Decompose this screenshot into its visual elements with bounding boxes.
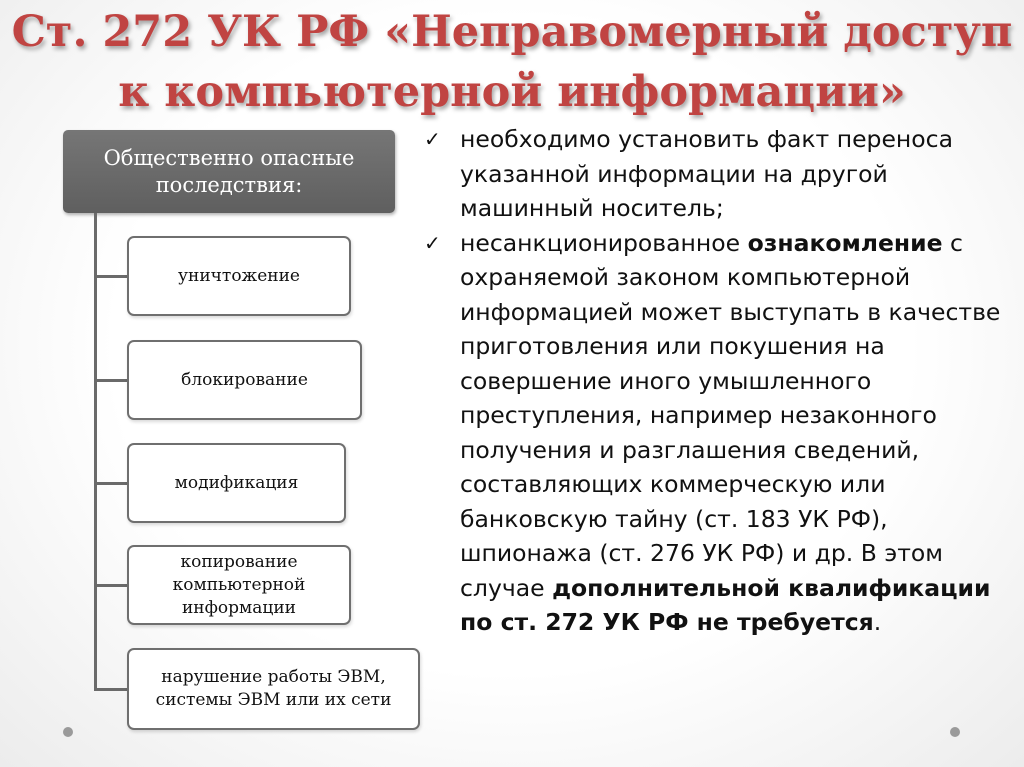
consequence-copying: копирование компьютерной информации [127, 545, 351, 625]
tree-connector [94, 379, 128, 382]
consequence-blocking: блокирование [127, 340, 362, 420]
checkmark-icon: ✓ [424, 230, 441, 255]
tree-vertical-line [94, 213, 97, 691]
checkmark-icon: ✓ [424, 127, 441, 151]
note-item [420, 122, 1020, 226]
tree-connector [94, 584, 128, 587]
note-text-part: . [873, 608, 882, 636]
note-text-part: с охраняемой законом компьютерной информацией может выступать в качестве приготовления или покушения на совершение иного умышленного преступления, например незаконного получения и разглашения сведений, составляющих коммерческую или банковскую тайну (ст. 183 УК РФ), шпионажа (ст. 276 УК РФ) и др. В этом случае [460, 228, 1001, 602]
note-item [420, 226, 1020, 640]
tree-connector [94, 482, 128, 485]
nav-next-dot[interactable] [950, 727, 960, 737]
note-text-part: несанкционированное [460, 228, 748, 257]
slide-title: Ст. 272 УК РФ «Неправомерный доступ к компьютерной информации» [11, 7, 1013, 117]
note-bold-conclusion: дополнительной квалификации по ст. 272 УК РФ не требуется [460, 573, 991, 636]
consequence-destruction: уничтожение [127, 236, 351, 316]
consequence-disruption: нарушение работы ЭВМ, системы ЭВМ или их сети [127, 648, 420, 730]
note-bold-term: ознакомление [747, 228, 943, 257]
notes-list [420, 122, 1020, 640]
diagram-head-box: Общественно опасные последствия: [63, 130, 395, 213]
tree-connector [94, 688, 128, 691]
tree-connector [94, 275, 128, 278]
note-text: необходимо установить факт переноса указанной информации на другой машинный носитель; [460, 125, 953, 222]
nav-previous-dot[interactable] [63, 727, 73, 737]
consequence-modification: модификация [127, 443, 346, 523]
